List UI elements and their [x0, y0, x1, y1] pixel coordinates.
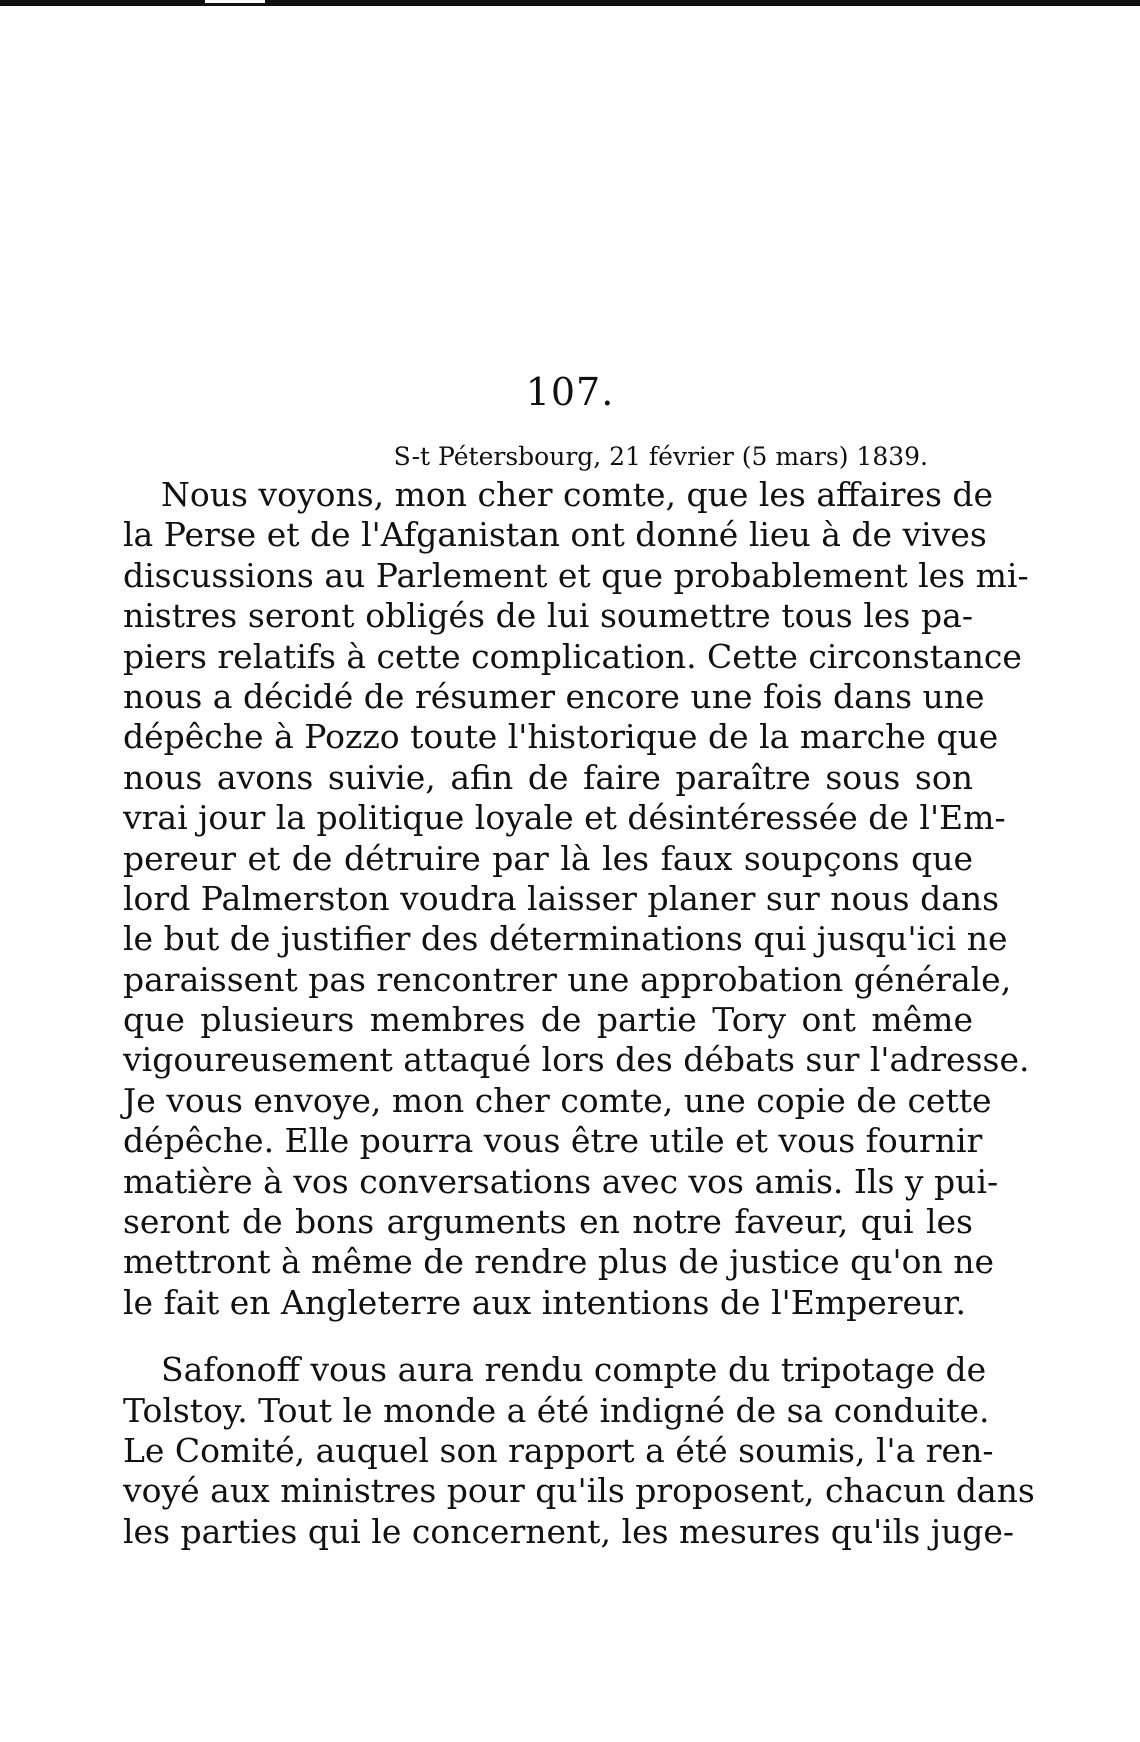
- text-line: pereur et de détruire par là les faux soupçons que: [123, 838, 973, 878]
- top-border-rule: [0, 0, 1140, 6]
- text-line: nistres seront obligés de lui soumettre tous les pa-: [123, 596, 973, 636]
- text-line: mettront à même de rendre plus de justice qu'on ne: [123, 1242, 994, 1282]
- text-line: piers relatifs à cette complication. Cette circonstance: [123, 636, 1022, 676]
- paragraph-gap: [123, 1323, 973, 1350]
- text-line: lord Palmerston voudra laisser planer sur nous dans: [123, 878, 1000, 918]
- text-line: la Perse et de l'Afganistan ont donné lieu à de vives: [123, 515, 987, 555]
- paragraph-2: [123, 1350, 1035, 1552]
- letter-number: 107.: [525, 370, 615, 414]
- text-line: Le Comité, auquel son rapport a été soumis, l'a ren-: [123, 1430, 994, 1470]
- text-line: vrai jour la politique loyale et désintéressée de l'Em-: [123, 798, 1006, 838]
- text-line: Safonoff vous aura rendu compte du tripotage de: [161, 1350, 987, 1390]
- text-line: que plusieurs membres de partie Tory ont même: [123, 1000, 973, 1040]
- text-line: paraissent pas rencontrer une approbation générale,: [123, 959, 1012, 999]
- text-line: dépêche à Pozzo toute l'historique de la marche que: [123, 717, 999, 757]
- text-line: voyé aux ministres pour qu'ils proposent, chacun dans: [123, 1471, 1035, 1511]
- text-line: les parties qui le concernent, les mesures qu'ils juge-: [123, 1511, 1015, 1551]
- text-line: Je vous envoye, mon cher comte, une copie de cette: [123, 1080, 992, 1120]
- text-line: discussions au Parlement et que probablement les mi-: [123, 555, 1029, 595]
- text-line: dépêche. Elle pourra vous être utile et vous fournir: [123, 1121, 983, 1161]
- text-line: Nous voyons, mon cher comte, que les affaires de: [161, 475, 994, 514]
- text-line: nous a décidé de résumer encore une fois dans une: [123, 676, 985, 716]
- letter-body: [123, 475, 1035, 1552]
- text-line: vigoureusement attaqué lors des débats sur l'adresse.: [123, 1040, 1030, 1080]
- text-line: le fait en Angleterre aux intentions de l'Empereur.: [123, 1282, 966, 1322]
- text-line: le but de justifier des déterminations qui jusqu'ici ne: [123, 919, 1008, 959]
- text-line: nous avons suivie, afin de faire paraître sous son: [123, 757, 973, 797]
- text-line: Tolstoy. Tout le monde a été indigné de sa conduite.: [123, 1390, 990, 1430]
- top-border-gap: [205, 0, 265, 3]
- paragraph-1: [123, 475, 1030, 1323]
- text-line: matière à vos conversations avec vos amis. Ils y pui-: [123, 1161, 999, 1201]
- dateline: S-t Pétersbourg, 21 février (5 mars) 1839.: [393, 442, 928, 471]
- text-line: seront de bons arguments en notre faveur, qui les: [123, 1202, 973, 1242]
